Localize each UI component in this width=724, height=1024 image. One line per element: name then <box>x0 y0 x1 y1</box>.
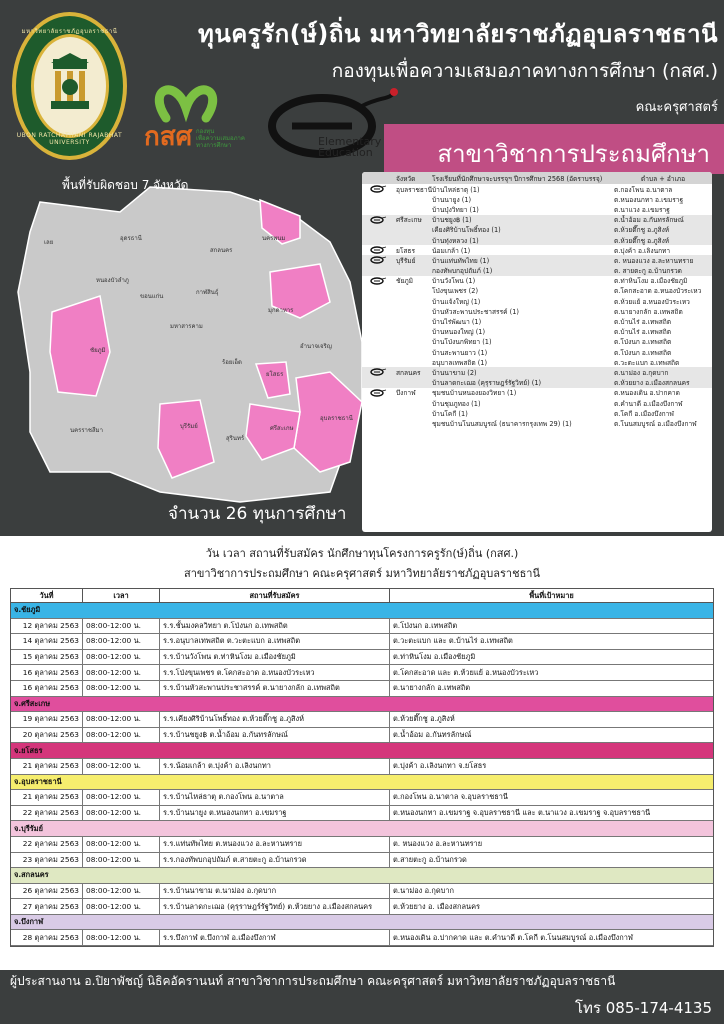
kss-logo-subtext: กองทุน เพื่อความเสมอภาค ทางการศึกษา <box>196 128 245 149</box>
schedule-row <box>11 712 713 728</box>
school-list-row <box>362 388 712 398</box>
map-label: อุบลราชธานี <box>320 415 353 422</box>
row-icon-cell <box>362 216 394 224</box>
row-school: บ้านวังโพน (1) <box>432 277 476 286</box>
row-province: ชัยภูมิ <box>396 277 414 286</box>
map-label: ร้อยเอ็ด <box>222 359 242 366</box>
schedule-time: 08:00-12:00 น. <box>83 619 160 634</box>
row-province: สกลนคร <box>396 368 421 377</box>
map-label: นครพนม <box>262 235 286 242</box>
schedule-place: ร.ร.บ้านนายูง ต.หนองนกทา อ.เขมราฐ <box>160 806 390 821</box>
row-location: ต.ห้วยแย้ อ.หนองบัวระเหว <box>614 297 690 306</box>
map-label: มหาสารคาม <box>170 323 203 330</box>
row-school: บ้านนาขาม (2) <box>432 368 477 377</box>
schedule-province-header: จ.ยโสธร <box>11 743 713 759</box>
ee-ring-icon <box>369 389 387 397</box>
row-school: ชุมชนบ้านโนนสมบูรณ์ (ธนาคารกรุงเทพ 29) (1) <box>432 419 572 428</box>
school-list-row <box>362 357 712 367</box>
schedule-province-header: จ.อุบลราชธานี <box>11 775 713 791</box>
schedule-place: ร.ร.น้อมเกล้า ต.บุ่งค้า อ.เลิงนกทา <box>160 759 390 774</box>
schedule-time: 08:00-12:00 น. <box>83 634 160 649</box>
seal-text-top: มหาวิทยาลัยราชภัฏอุบลราชธานี <box>21 28 118 35</box>
schedule-title: วัน เวลา สถานที่รับสมัคร นักศึกษาทุนโครงการครูรัก(ษ์)ถิ่น (กสศ.) <box>205 547 519 560</box>
schedule-time: 08:00-12:00 น. <box>83 837 160 852</box>
row-school: บ้านสะพานยาว (1) <box>432 348 488 357</box>
schedule-row <box>11 619 713 635</box>
schedule-place: ร.ร.บ้านวังโพน ต.ท่าหินโงม อ.เมืองชัยภูมิ <box>160 650 390 665</box>
schedule-row <box>11 884 713 900</box>
row-location: ต.โป่งนก อ.เทพสถิต <box>614 348 672 357</box>
school-list-row <box>362 418 712 428</box>
map-label: สุรินทร์ <box>226 435 245 442</box>
coordinator-text: ผู้ประสานงาน อ.ปิยาพัชญ์ นิธิคอัครานนท์ สาขาวิชาการประถมศึกษา คณะครุศาสตร์ มหาวิทยาลัยราชภัฏอุบลราชธานี <box>10 974 616 988</box>
schedule-place: ร.ร.บ้านหัวสะพานประชาสรรค์ ต.นายางกลัก อ.เทพสถิต <box>160 681 390 696</box>
school-list-row <box>362 327 712 337</box>
schedule-target: ต.ห้วยยาง อ. เมืองสกลนคร <box>393 901 481 911</box>
header <box>0 0 724 170</box>
schedule-date: 12 ตุลาคม 2563 <box>11 619 83 634</box>
ee-ring-icon <box>369 216 387 224</box>
schedule-time: 08:00-12:00 น. <box>83 899 160 914</box>
faculty-label: คณะครุศาสตร์ <box>635 100 718 115</box>
seal-text-bottom: UBON RATCHATHANI RAJABHAT UNIVERSITY <box>16 132 123 146</box>
map-label: สกลนคร <box>210 247 233 254</box>
row-location: ต.น้ำอ้อม อ.กันทรลักษณ์ <box>614 216 684 225</box>
schedule-target: ต.น้ำอ้อม อ.กันทรลักษณ์ <box>393 730 472 740</box>
schedule-row <box>11 665 713 681</box>
school-list-row <box>362 296 712 306</box>
row-school: กองทัพบกอุปถัมภ์ (1) <box>432 267 493 276</box>
row-location: ต.โป่งนก อ.เทพสถิต <box>614 338 672 347</box>
school-list-row <box>362 184 712 194</box>
school-list-row <box>362 245 712 255</box>
row-province: อุบลราชธานี <box>396 185 433 194</box>
schedule-time: 08:00-12:00 น. <box>83 681 160 696</box>
school-list-row <box>362 235 712 245</box>
schedule-province-header: จ.บุรีรัมย์ <box>11 821 713 837</box>
schedule-province-header: จ.สกลนคร <box>11 868 713 884</box>
schedule-time: 08:00-12:00 น. <box>83 884 160 899</box>
schedule-row <box>11 899 713 915</box>
row-province: บุรีรัมย์ <box>396 256 416 265</box>
row-location: ต.ท่าหินโงม อ.เมืองชัยภูมิ <box>614 277 688 286</box>
schedule-subtitle: สาขาวิชาการประถมศึกษา คณะครุศาสตร์ มหาวิทยาลัยราชภัฏอุบลราชธานี <box>184 567 540 580</box>
row-location: ต.หนองเดิน อ.ปากคาด <box>614 389 680 398</box>
school-list-row <box>362 225 712 235</box>
schedule-province-header: จ.ศรีสะเกษ <box>11 697 713 713</box>
map-label: ชัยภูมิ <box>90 347 106 354</box>
schedule-time: 08:00-12:00 น. <box>83 790 160 805</box>
schedule-row <box>11 759 713 775</box>
school-list-row <box>362 316 712 326</box>
row-province: ยโสธร <box>396 246 415 255</box>
province-chaiyaphum <box>50 296 110 396</box>
schedule-row <box>11 790 713 806</box>
row-location: ต.ห้วยตึ๊กชู อ.ภูสิงห์ <box>614 236 670 245</box>
schedule-time: 08:00-12:00 น. <box>83 650 160 665</box>
schedule-time: 08:00-12:00 น. <box>83 759 160 774</box>
row-icon-cell <box>362 368 394 376</box>
row-location: ต.หนองนกทา อ.เขมราฐ <box>614 195 684 204</box>
schedule-target: ต.ห้วยตึ๊กชู อ.ภูสิงห์ <box>393 714 455 724</box>
school-list-body <box>362 184 712 429</box>
main-title: ทุนครูรัก(ษ์)ถิ่น มหาวิทยาลัยราชภัฏอุบลราชธานี <box>198 20 718 48</box>
schedule-target: ต.สายตะกู อ.บ้านกรวด <box>393 854 467 864</box>
schedule-place: ร.ร.กองทัพบกอุปถัมภ์ ต.สายตะกู อ.บ้านกรวด <box>160 853 390 868</box>
schedule-body <box>11 603 713 946</box>
schedule-row <box>11 837 713 853</box>
schedule-time: 08:00-12:00 น. <box>83 930 160 945</box>
ee-logo-text: Elementary Education <box>318 135 382 159</box>
row-location: ต.บ้านไร่ อ.เทพสถิต <box>614 328 672 337</box>
school-list-row <box>362 306 712 316</box>
schedule-place: ร.ร.บ้านไหล่ธาตุ ต.กองโพน อ.นาตาล <box>160 790 390 805</box>
schedule-row <box>11 930 713 946</box>
map-label: ศรีสะเกษ <box>270 425 294 432</box>
row-icon-cell <box>362 185 394 193</box>
row-icon-cell <box>362 246 394 254</box>
row-school: บ้านหนองใหญ่ (1) <box>432 328 486 337</box>
map-label: อุดรธานี <box>120 235 142 242</box>
school-list-row <box>362 266 712 276</box>
schedule-target: ต.วะตะแบก และ ต.บ้านไร่ อ.เทพสถิต <box>393 636 513 646</box>
row-location: ต.โนนสมบูรณ์ อ.เมืองบึงกาฬ <box>614 419 697 428</box>
schedule-date: 22 ตุลาคม 2563 <box>11 837 83 852</box>
schedule-province-header: จ.บึงกาฬ <box>11 915 713 931</box>
schedule-target: ต.โป่งนก อ.เทพสถิต <box>393 620 458 630</box>
schedule-target: ต. หนองแวง อ.ละหานทราย <box>393 839 483 849</box>
schedule-row <box>11 681 713 697</box>
school-list-row <box>362 378 712 388</box>
schedule-place: ร.ร.โป่งขุนเพชร ต.โคกสะอาด อ.หนองบัวระเหว <box>160 665 390 680</box>
ee-ring-icon <box>369 256 387 264</box>
row-location: ต.บ้านไร่ อ.เทพสถิต <box>614 318 672 327</box>
header-place: สถานที่รับสมัคร <box>160 589 390 602</box>
school-list-table <box>362 172 712 532</box>
row-icon-cell <box>362 277 394 285</box>
row-school: บ้านแท่นทัพไทย (1) <box>432 256 490 265</box>
header-school: โรงเรียนที่นักศึกษาจะบรรจุฯ ปีการศึกษา 2568 (อัตราบรรจุ) <box>432 174 603 183</box>
row-icon-cell <box>362 256 394 264</box>
school-list-row <box>362 398 712 408</box>
ee-ring-icon <box>369 246 387 254</box>
row-province: ศรีสะเกษ <box>396 216 422 225</box>
map-label: ยโสธร <box>266 371 284 378</box>
map-label: นครราชสีมา <box>70 427 103 434</box>
schedule-row <box>11 853 713 869</box>
row-school: บ้านทุ่งหลวง (1) <box>432 236 479 245</box>
schedule-date: 19 ตุลาคม 2563 <box>11 712 83 727</box>
schedule-date: 21 ตุลาคม 2563 <box>11 790 83 805</box>
row-location: ต.กองโพน อ.นาตาล <box>614 185 673 194</box>
row-school: บ้านนายูง (1) <box>432 195 472 204</box>
map-title: พื้นที่รับผิดชอบ 7 จังหวัด <box>62 178 189 192</box>
row-school: บ้านปุ่งวิทยา (1) <box>432 205 479 214</box>
schedule-place: ร.ร.บึงกาฬ ต.บึงกาฬ อ.เมืองบึงกาฬ <box>160 930 390 945</box>
school-list-row <box>362 408 712 418</box>
row-school: บ้านไหล่ธาตุ (1) <box>432 185 480 194</box>
schedule-date: 15 ตุลาคม 2563 <box>11 650 83 665</box>
schedule-place: ร.ร.บ้านนาขาม ต.นาม่อง อ.กุดบาก <box>160 884 390 899</box>
scholarship-count: จำนวน 26 ทุนการศึกษา <box>168 504 347 524</box>
school-list-row <box>362 347 712 357</box>
schedule-target: ต.นาม่อง อ.กุดบาก <box>393 885 454 895</box>
schedule-time: 08:00-12:00 น. <box>83 853 160 868</box>
phone-text: โทร 085-174-4135 <box>574 999 712 1017</box>
row-school: บ้านแจ้งใหญ่ (1) <box>432 297 481 306</box>
row-school: บ้านไร่พัฒนา (1) <box>432 318 482 327</box>
row-location: ต.คำนาดี อ.เมืองบึงกาฬ <box>614 399 683 408</box>
schedule-target: ต.กองโพน อ.นาตาล จ.อุบลราชธานี <box>393 792 508 802</box>
map-label: อำนาจเจริญ <box>300 343 332 350</box>
row-location: ต.นาแวง อ.เขมราฐ <box>614 205 670 214</box>
school-list-row <box>362 367 712 377</box>
header-time: เวลา <box>83 589 160 602</box>
header-date: วันที่ <box>11 589 83 602</box>
row-school: โป่งขุนเพชร (2) <box>432 287 479 296</box>
school-list-row <box>362 204 712 214</box>
school-list-row <box>362 255 712 265</box>
schedule-time: 08:00-12:00 น. <box>83 665 160 680</box>
schedule-time: 08:00-12:00 น. <box>83 728 160 743</box>
map-label: มุกดาหาร <box>268 307 294 314</box>
schedule-table <box>10 588 714 947</box>
schedule-time: 08:00-12:00 น. <box>83 712 160 727</box>
row-location: ต. หนองแวง อ.ละหานทราย <box>614 256 694 265</box>
schedule-target: ต.หนองนกทา อ.เขมราฐ จ.อุบลราชธานี และ ต.นาแวง อ.เขมราฐ จ.อุบลราชธานี <box>393 808 651 818</box>
row-location: ต. สายตะกู อ.บ้านกรวด <box>614 267 682 276</box>
row-school: บ้านชุมภูทอง (1) <box>432 399 481 408</box>
row-location: ต.ห้วยตึ๊กชู อ.ภูสิงห์ <box>614 226 670 235</box>
row-school: บ้านชยูง฿ (1) <box>432 216 472 225</box>
school-list-header <box>362 172 712 184</box>
schedule-row <box>11 634 713 650</box>
row-school: เคียงศิริบ้านโพธิ์ทอง (1) <box>432 226 501 235</box>
schedule-header-row <box>11 589 713 603</box>
schedule-province-header: จ.ชัยภูมิ <box>11 603 713 619</box>
program-banner: สาขาวิชาการประถมศึกษา <box>384 124 724 174</box>
row-school: น้อมเกล้า (1) <box>432 246 471 255</box>
map-label: เลย <box>44 239 54 246</box>
schedule-target: ต.โคกสะอาด และ ต.ห้วยแย้ อ.หนองบัวระเหว <box>393 667 539 677</box>
schedule-target: ต.ท่าหินโงม อ.เมืองชัยภูมิ <box>393 652 476 662</box>
sub-title: กองทุนเพื่อความเสมอภาคทางการศึกษา (กสศ.) <box>331 60 718 82</box>
row-school: บ้านโคกี (1) <box>432 409 468 418</box>
school-list-row <box>362 337 712 347</box>
schedule-place: ร.ร.อนุบาลเทพสถิต ต.วะตะแบก อ.เทพสถิต <box>160 634 390 649</box>
schedule-row <box>11 728 713 744</box>
seal-emblem-icon <box>43 51 97 121</box>
row-location: ต.วะตะแบก อ.เทพสถิต <box>614 358 680 367</box>
university-seal-logo <box>12 12 127 160</box>
row-province: บึงกาฬ <box>396 389 416 398</box>
row-location: ต.โคกี อ.เมืองบึงกาฬ <box>614 409 674 418</box>
school-list-row <box>362 215 712 225</box>
row-location: ต.ห้วยยาง อ.เมืองสกลนคร <box>614 379 690 388</box>
schedule-place: ร.ร.เคียงศิริบ้านโพธิ์ทอง ต.ห้วยตึ๊กชู อ.ภูสิงห์ <box>160 712 390 727</box>
schedule-date: 20 ตุลาคม 2563 <box>11 728 83 743</box>
row-school: ชุมชนบ้านหนองยองวิทยา (1) <box>432 389 517 398</box>
schedule-date: 23 ตุลาคม 2563 <box>11 853 83 868</box>
schedule-date: 14 ตุลาคม 2563 <box>11 634 83 649</box>
schedule-place: ร.ร.ชั้นมงคลวิทยา ต.โป่งนก อ.เทพสถิต <box>160 619 390 634</box>
map-label: ขอนแก่น <box>140 293 164 300</box>
schedule-date: 16 ตุลาคม 2563 <box>11 681 83 696</box>
map-label: กาฬสินธุ์ <box>196 289 219 296</box>
schedule-date: 21 ตุลาคม 2563 <box>11 759 83 774</box>
responsibility-map <box>0 172 380 532</box>
school-list-row <box>362 286 712 296</box>
row-icon-cell <box>362 389 394 397</box>
ee-ring-icon <box>369 368 387 376</box>
schedule-date: 26 ตุลาคม 2563 <box>11 884 83 899</box>
schedule-row <box>11 806 713 822</box>
ee-ring-icon <box>369 185 387 193</box>
schedule-time: 08:00-12:00 น. <box>83 806 160 821</box>
header-location: ตำบล + อำเภอ <box>640 174 686 183</box>
row-location: ต.บุ่งค้า อ.เลิงนกทา <box>614 246 671 255</box>
schedule-row <box>11 650 713 666</box>
school-list-row <box>362 276 712 286</box>
schedule-date: 16 ตุลาคม 2563 <box>11 665 83 680</box>
map-label: หนองบัวลำภู <box>96 277 129 284</box>
row-school: บ้านโป่งนกพิทยา (1) <box>432 338 492 347</box>
header-province: จังหวัด <box>396 174 416 183</box>
schedule-place: ร.ร.บ้านลาดกะเฌอ (คุรุราษฎร์รัฐวิทย์) ต.ห้วยยาง อ.เมืองสกลนคร <box>160 899 390 914</box>
schedule-date: 28 ตุลาคม 2563 <box>11 930 83 945</box>
row-location: ต.นายางกลัก อ.เทพสถิต <box>614 307 683 316</box>
schedule-date: 27 ตุลาคม 2563 <box>11 899 83 914</box>
row-school: อนุบาลเทพสถิต (1) <box>432 358 488 367</box>
schedule-panel <box>0 536 724 970</box>
schedule-place: ร.ร.แท่นทัพไทย ต.หนองแวง อ.ละหานทราย <box>160 837 390 852</box>
school-list-row <box>362 194 712 204</box>
kss-logo-text: กสศ <box>144 122 193 152</box>
row-location: ต.นาม่อง อ.กุดบาก <box>614 368 669 377</box>
row-location: ต.โคกสะอาด อ.หนองบัวระเหว <box>614 287 702 296</box>
schedule-target: ต.นายางกลัก อ.เทพสถิต <box>393 683 471 693</box>
map-label: บุรีรัมย์ <box>180 423 198 430</box>
row-school: บ้านลาดกะเฌอ (คุรุราษฎร์รัฐวิทย์) (1) <box>432 379 542 388</box>
schedule-target: ต.หนองเดิน อ.ปากคาด และ ต.คำนาดี ต.โคกี ต.โนนสมบูรณ์ อ.เมืองบึงกาฬ <box>393 932 633 942</box>
schedule-target: ต.บุ่งค้า อ.เลิงนกทา จ.ยโสธร <box>393 761 487 771</box>
header-target: พื้นที่เป้าหมาย <box>529 590 574 600</box>
row-school: บ้านหัวสะพานประชาสรรค์ (1) <box>432 307 519 316</box>
schedule-date: 22 ตุลาคม 2563 <box>11 806 83 821</box>
schedule-place: ร.ร.บ้านชยูง฿ ต.น้ำอ้อม อ.กันทรลักษณ์ <box>160 728 390 743</box>
ee-ring-icon <box>369 277 387 285</box>
